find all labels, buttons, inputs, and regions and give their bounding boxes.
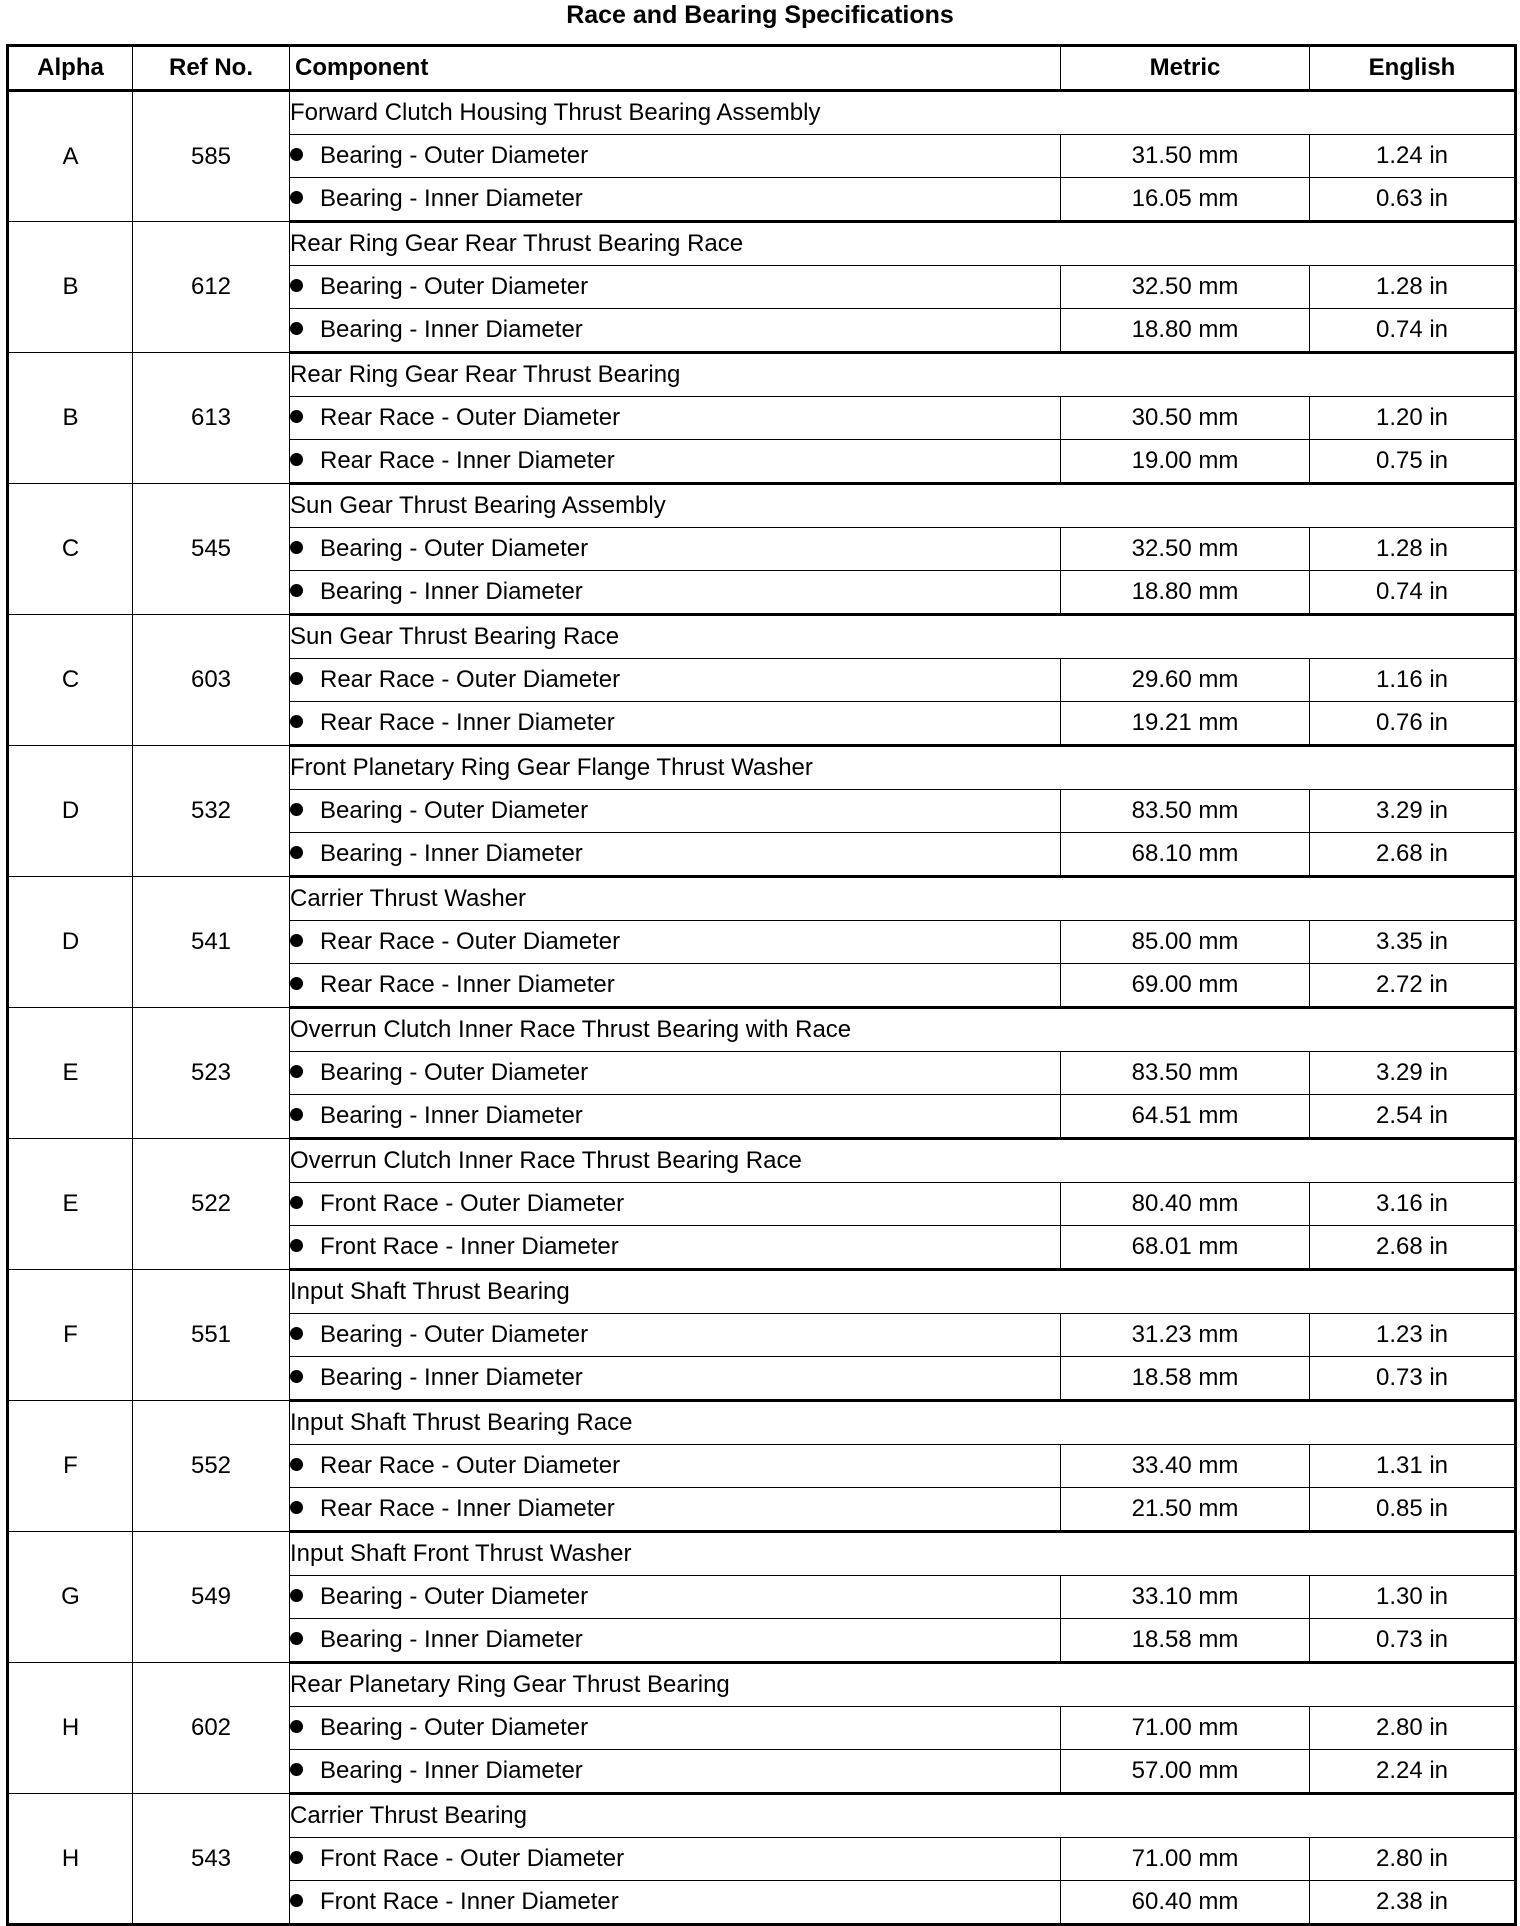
bullet-icon bbox=[290, 1894, 303, 1907]
english-value: 3.35 in bbox=[1310, 921, 1516, 964]
spec-label: Bearing - Outer Diameter bbox=[320, 1059, 589, 1086]
alpha-cell: G bbox=[8, 1532, 133, 1663]
metric-value: 19.21 mm bbox=[1061, 702, 1310, 746]
bullet-icon bbox=[290, 1501, 303, 1514]
bullet-icon bbox=[290, 846, 303, 859]
bullet-icon bbox=[290, 279, 303, 292]
col-header-component: Component bbox=[290, 46, 1061, 91]
spec-label: Bearing - Outer Diameter bbox=[320, 797, 589, 824]
metric-value: 18.80 mm bbox=[1061, 571, 1310, 615]
english-value: 2.38 in bbox=[1310, 1881, 1516, 1925]
bullet-icon bbox=[290, 1327, 303, 1340]
group-row bbox=[8, 1532, 1516, 1576]
component-name: Carrier Thrust Washer bbox=[290, 877, 1516, 921]
alpha-cell: C bbox=[8, 615, 133, 746]
metric-value: 68.10 mm bbox=[1061, 833, 1310, 877]
ref-no-cell: 552 bbox=[133, 1401, 290, 1532]
group-row bbox=[8, 1270, 1516, 1314]
ref-no-cell: 602 bbox=[133, 1663, 290, 1794]
alpha-cell: E bbox=[8, 1008, 133, 1139]
alpha-cell: D bbox=[8, 746, 133, 877]
bullet-icon bbox=[290, 1589, 303, 1602]
spec-item bbox=[290, 921, 1061, 964]
ref-no-cell: 549 bbox=[133, 1532, 290, 1663]
alpha-cell: D bbox=[8, 877, 133, 1008]
bullet-icon bbox=[290, 410, 303, 423]
component-name: Rear Ring Gear Rear Thrust Bearing Race bbox=[290, 222, 1516, 266]
metric-value: 68.01 mm bbox=[1061, 1226, 1310, 1270]
english-value: 3.29 in bbox=[1310, 790, 1516, 833]
spec-label: Rear Race - Outer Diameter bbox=[320, 666, 621, 693]
spec-item bbox=[290, 1183, 1061, 1226]
metric-value: 32.50 mm bbox=[1061, 266, 1310, 309]
col-header-ref: Ref No. bbox=[133, 46, 290, 91]
spec-label: Bearing - Outer Diameter bbox=[320, 273, 589, 300]
component-name: Rear Planetary Ring Gear Thrust Bearing bbox=[290, 1663, 1516, 1707]
metric-value: 18.58 mm bbox=[1061, 1357, 1310, 1401]
col-header-metric: Metric bbox=[1061, 46, 1310, 91]
spec-label: Bearing - Inner Diameter bbox=[320, 578, 583, 605]
spec-label: Rear Race - Inner Diameter bbox=[320, 447, 615, 474]
english-value: 1.30 in bbox=[1310, 1576, 1516, 1619]
metric-value: 60.40 mm bbox=[1061, 1881, 1310, 1925]
ref-no-cell: 585 bbox=[133, 91, 290, 222]
spec-item bbox=[290, 1226, 1061, 1270]
ref-no-cell: 612 bbox=[133, 222, 290, 353]
spec-label: Front Race - Inner Diameter bbox=[320, 1233, 619, 1260]
bullet-icon bbox=[290, 453, 303, 466]
spec-item bbox=[290, 266, 1061, 309]
group-row bbox=[8, 353, 1516, 397]
group-row bbox=[8, 484, 1516, 528]
spec-label: Rear Race - Inner Diameter bbox=[320, 1495, 615, 1522]
spec-label: Bearing - Outer Diameter bbox=[320, 535, 589, 562]
spec-table bbox=[6, 44, 1517, 1926]
spec-item bbox=[290, 964, 1061, 1008]
component-name: Carrier Thrust Bearing bbox=[290, 1794, 1516, 1838]
english-value: 2.24 in bbox=[1310, 1750, 1516, 1794]
spec-item bbox=[290, 528, 1061, 571]
group-row bbox=[8, 1008, 1516, 1052]
spec-label: Rear Race - Outer Diameter bbox=[320, 928, 621, 955]
spec-item bbox=[290, 1838, 1061, 1881]
spec-item bbox=[290, 790, 1061, 833]
ref-no-cell: 523 bbox=[133, 1008, 290, 1139]
group-row bbox=[8, 1663, 1516, 1707]
spec-item bbox=[290, 1445, 1061, 1488]
metric-value: 80.40 mm bbox=[1061, 1183, 1310, 1226]
english-value: 2.54 in bbox=[1310, 1095, 1516, 1139]
metric-value: 29.60 mm bbox=[1061, 659, 1310, 702]
spec-label: Bearing - Inner Diameter bbox=[320, 185, 583, 212]
spec-label: Bearing - Inner Diameter bbox=[320, 1364, 583, 1391]
english-value: 0.73 in bbox=[1310, 1357, 1516, 1401]
component-name: Front Planetary Ring Gear Flange Thrust Washer bbox=[290, 746, 1516, 790]
metric-value: 31.50 mm bbox=[1061, 135, 1310, 178]
group-row bbox=[8, 91, 1516, 135]
spec-label: Bearing - Outer Diameter bbox=[320, 1583, 589, 1610]
table-body bbox=[8, 91, 1516, 1925]
spec-item bbox=[290, 135, 1061, 178]
spec-label: Bearing - Inner Diameter bbox=[320, 1102, 583, 1129]
alpha-cell: E bbox=[8, 1139, 133, 1270]
spec-label: Bearing - Inner Diameter bbox=[320, 316, 583, 343]
metric-value: 31.23 mm bbox=[1061, 1314, 1310, 1357]
ref-no-cell: 551 bbox=[133, 1270, 290, 1401]
spec-item bbox=[290, 309, 1061, 353]
spec-item bbox=[290, 1576, 1061, 1619]
metric-value: 32.50 mm bbox=[1061, 528, 1310, 571]
component-name: Rear Ring Gear Rear Thrust Bearing bbox=[290, 353, 1516, 397]
english-value: 0.85 in bbox=[1310, 1488, 1516, 1532]
spec-label: Bearing - Outer Diameter bbox=[320, 1714, 589, 1741]
group-row bbox=[8, 877, 1516, 921]
bullet-icon bbox=[290, 1065, 303, 1078]
spec-item bbox=[290, 1750, 1061, 1794]
col-header-alpha: Alpha bbox=[8, 46, 133, 91]
group-row bbox=[8, 1139, 1516, 1183]
bullet-icon bbox=[290, 1458, 303, 1471]
spec-label: Front Race - Outer Diameter bbox=[320, 1845, 625, 1872]
col-header-english: English bbox=[1310, 46, 1516, 91]
english-value: 1.31 in bbox=[1310, 1445, 1516, 1488]
english-value: 1.28 in bbox=[1310, 528, 1516, 571]
group-row bbox=[8, 1794, 1516, 1838]
english-value: 2.80 in bbox=[1310, 1838, 1516, 1881]
component-name: Sun Gear Thrust Bearing Race bbox=[290, 615, 1516, 659]
bullet-icon bbox=[290, 1763, 303, 1776]
metric-value: 69.00 mm bbox=[1061, 964, 1310, 1008]
spec-label: Bearing - Inner Diameter bbox=[320, 1757, 583, 1784]
bullet-icon bbox=[290, 977, 303, 990]
spec-label: Rear Race - Outer Diameter bbox=[320, 1452, 621, 1479]
metric-value: 30.50 mm bbox=[1061, 397, 1310, 440]
bullet-icon bbox=[290, 934, 303, 947]
ref-no-cell: 543 bbox=[133, 1794, 290, 1925]
bullet-icon bbox=[290, 1370, 303, 1383]
component-name: Input Shaft Thrust Bearing bbox=[290, 1270, 1516, 1314]
component-name: Input Shaft Thrust Bearing Race bbox=[290, 1401, 1516, 1445]
spec-label: Bearing - Inner Diameter bbox=[320, 840, 583, 867]
spec-label: Bearing - Inner Diameter bbox=[320, 1626, 583, 1653]
alpha-cell: H bbox=[8, 1794, 133, 1925]
english-value: 0.63 in bbox=[1310, 178, 1516, 222]
bullet-icon bbox=[290, 322, 303, 335]
metric-value: 18.58 mm bbox=[1061, 1619, 1310, 1663]
metric-value: 64.51 mm bbox=[1061, 1095, 1310, 1139]
spec-label: Front Race - Outer Diameter bbox=[320, 1190, 625, 1217]
bullet-icon bbox=[290, 191, 303, 204]
bullet-icon bbox=[290, 1239, 303, 1252]
english-value: 0.76 in bbox=[1310, 702, 1516, 746]
english-value: 0.75 in bbox=[1310, 440, 1516, 484]
spec-item bbox=[290, 1357, 1061, 1401]
ref-no-cell: 545 bbox=[133, 484, 290, 615]
bullet-icon bbox=[290, 584, 303, 597]
bullet-icon bbox=[290, 1196, 303, 1209]
bullet-icon bbox=[290, 672, 303, 685]
english-value: 2.72 in bbox=[1310, 964, 1516, 1008]
bullet-icon bbox=[290, 803, 303, 816]
component-name: Forward Clutch Housing Thrust Bearing Assembly bbox=[290, 91, 1516, 135]
ref-no-cell: 522 bbox=[133, 1139, 290, 1270]
bullet-icon bbox=[290, 1720, 303, 1733]
english-value: 0.74 in bbox=[1310, 571, 1516, 615]
english-value: 2.80 in bbox=[1310, 1707, 1516, 1750]
spec-label: Bearing - Outer Diameter bbox=[320, 1321, 589, 1348]
bullet-icon bbox=[290, 1851, 303, 1864]
spec-item bbox=[290, 1095, 1061, 1139]
spec-item bbox=[290, 659, 1061, 702]
metric-value: 16.05 mm bbox=[1061, 178, 1310, 222]
spec-item bbox=[290, 1488, 1061, 1532]
ref-no-cell: 532 bbox=[133, 746, 290, 877]
metric-value: 71.00 mm bbox=[1061, 1838, 1310, 1881]
alpha-cell: F bbox=[8, 1401, 133, 1532]
metric-value: 71.00 mm bbox=[1061, 1707, 1310, 1750]
english-value: 3.16 in bbox=[1310, 1183, 1516, 1226]
page-title: Race and Bearing Specifications bbox=[566, 1, 954, 29]
spec-item bbox=[290, 397, 1061, 440]
spec-label: Front Race - Inner Diameter bbox=[320, 1888, 619, 1915]
metric-value: 19.00 mm bbox=[1061, 440, 1310, 484]
alpha-cell: B bbox=[8, 222, 133, 353]
component-name: Sun Gear Thrust Bearing Assembly bbox=[290, 484, 1516, 528]
english-value: 1.20 in bbox=[1310, 397, 1516, 440]
spec-label: Rear Race - Inner Diameter bbox=[320, 709, 615, 736]
metric-value: 21.50 mm bbox=[1061, 1488, 1310, 1532]
metric-value: 33.10 mm bbox=[1061, 1576, 1310, 1619]
metric-value: 18.80 mm bbox=[1061, 309, 1310, 353]
alpha-cell: F bbox=[8, 1270, 133, 1401]
spec-item bbox=[290, 1052, 1061, 1095]
spec-label: Rear Race - Inner Diameter bbox=[320, 971, 615, 998]
spec-item bbox=[290, 440, 1061, 484]
spec-item bbox=[290, 702, 1061, 746]
english-value: 1.28 in bbox=[1310, 266, 1516, 309]
spec-item bbox=[290, 571, 1061, 615]
metric-value: 83.50 mm bbox=[1061, 790, 1310, 833]
alpha-cell: A bbox=[8, 91, 133, 222]
bullet-icon bbox=[290, 1632, 303, 1645]
component-name: Overrun Clutch Inner Race Thrust Bearing Race bbox=[290, 1139, 1516, 1183]
bullet-icon bbox=[290, 715, 303, 728]
metric-value: 85.00 mm bbox=[1061, 921, 1310, 964]
group-row bbox=[8, 746, 1516, 790]
alpha-cell: B bbox=[8, 353, 133, 484]
spec-item bbox=[290, 1707, 1061, 1750]
metric-value: 57.00 mm bbox=[1061, 1750, 1310, 1794]
group-row bbox=[8, 1401, 1516, 1445]
spec-item bbox=[290, 1314, 1061, 1357]
ref-no-cell: 613 bbox=[133, 353, 290, 484]
component-name: Overrun Clutch Inner Race Thrust Bearing with Race bbox=[290, 1008, 1516, 1052]
english-value: 2.68 in bbox=[1310, 1226, 1516, 1270]
header-row bbox=[8, 46, 1516, 91]
english-value: 0.73 in bbox=[1310, 1619, 1516, 1663]
bullet-icon bbox=[290, 1108, 303, 1121]
english-value: 0.74 in bbox=[1310, 309, 1516, 353]
english-value: 2.68 in bbox=[1310, 833, 1516, 877]
component-name: Input Shaft Front Thrust Washer bbox=[290, 1532, 1516, 1576]
metric-value: 83.50 mm bbox=[1061, 1052, 1310, 1095]
bullet-icon bbox=[290, 148, 303, 161]
group-row bbox=[8, 615, 1516, 659]
alpha-cell: C bbox=[8, 484, 133, 615]
spec-label: Bearing - Outer Diameter bbox=[320, 142, 589, 169]
spec-item bbox=[290, 178, 1061, 222]
ref-no-cell: 541 bbox=[133, 877, 290, 1008]
spec-item bbox=[290, 1619, 1061, 1663]
spec-item bbox=[290, 833, 1061, 877]
english-value: 3.29 in bbox=[1310, 1052, 1516, 1095]
bullet-icon bbox=[290, 541, 303, 554]
english-value: 1.16 in bbox=[1310, 659, 1516, 702]
group-row bbox=[8, 222, 1516, 266]
spec-label: Rear Race - Outer Diameter bbox=[320, 404, 621, 431]
ref-no-cell: 603 bbox=[133, 615, 290, 746]
metric-value: 33.40 mm bbox=[1061, 1445, 1310, 1488]
alpha-cell: H bbox=[8, 1663, 133, 1794]
english-value: 1.24 in bbox=[1310, 135, 1516, 178]
spec-item bbox=[290, 1881, 1061, 1925]
english-value: 1.23 in bbox=[1310, 1314, 1516, 1357]
